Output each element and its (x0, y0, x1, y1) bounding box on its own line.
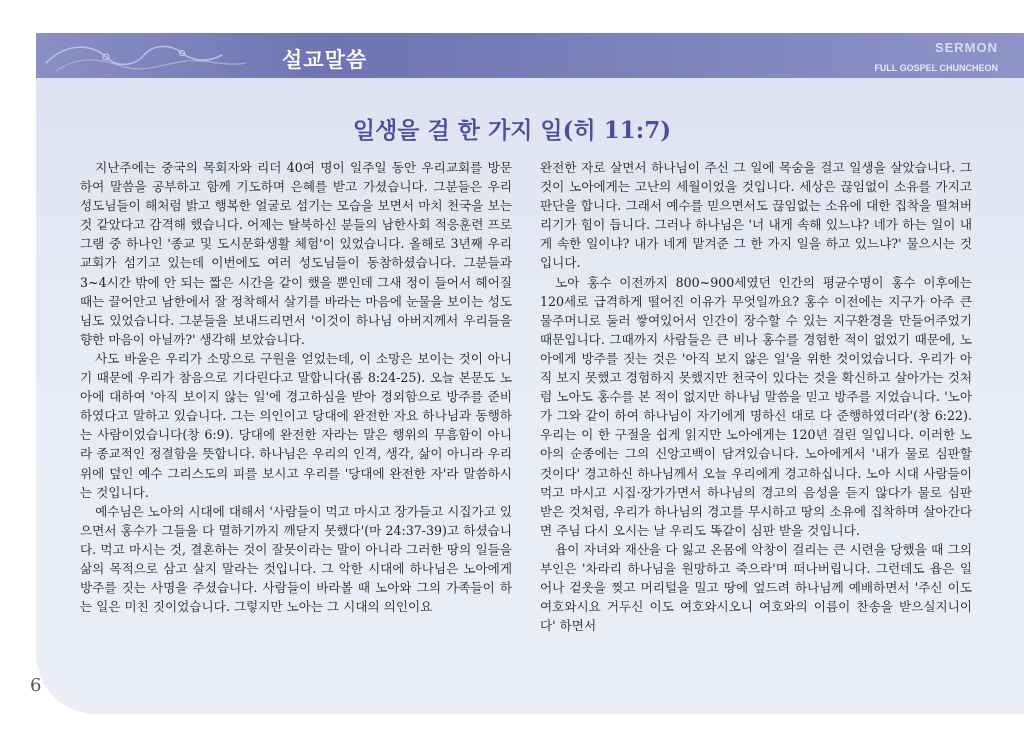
paragraph: 사도 바울은 우리가 소망으로 구원을 얻었는데, 이 소망은 보이는 것이 아니기 때문에 우리가 참음으로 기다린다고 말합니다(롬 8:24-25). 오늘 본문도 노아에 대하여 '아직 보이지 않는 일'에 경고하심을 받아 경외함으로 방주를 준비하였다고 말하고 있습니다. 그는 의인이고 당대에 완전한 자요 하나님과 동행하는 사람이었습니다(창 6:9). 당대에 완전한 자라는 말은 행위의 무흠함이 아니라 종교적인 정결함을 뜻합니다. 하나님은 우리의 인격, 생각, 삶이 아니라 우리 위에 덮인 예수 그리스도의 피를 보시고 우리를 '당대에 완전한 자'라 말씀하시는 것입니다. (80, 350, 512, 500)
paragraph: 노아 홍수 이전까지 800~900세였던 인간의 평균수명이 홍수 이후에는 120세로 급격하게 떨어진 이유가 무엇일까요? 홍수 이전에는 지구가 아주 큰 물주머니로 둘러 쌓여있어서 인간이 장수할 수 있는 지구환경을 만들어주었기 때문입니다. 그때까지 사람들은 큰 비나 홍수를 경험한 적이 없었기 때문에, 노아에게 방주를 짓는 것은 '아직 보지 않은 일'을 위한 것이었습니다. 우리가 아직 보지 못했고 경험하지 못했지만 천국이 있다는 것을 확신하고 살아가는 것처럼 노아도 홍수를 본 적이 없지만 하나님 말씀을 믿고 방주를 지었습니다. '노아가 그와 같이 하여 하나님이 자기에게 명하신 대로 다 준행하였더라'(창 6:22). 우리는 이 한 구절을 쉽게 읽지만 노아에게는 120년 걸린 일입니다. 이러한 노아의 순종에는 그의 신앙고백이 담겨있습니다. 노아에게서 '내가 물로 심판할 것이다' 경고하신 하나님께서 오늘 우리에게 경고하십니다. 노아 시대 사람들이 먹고 마시고 시집·장가가면서 하나님의 경고의 음성을 듣지 않다가 물로 심판 받은 것처럼, 우리가 하나님의 경고를 무시하고 땅의 소유에 집착하며 살아간다면 주님 다시 오시는 날 우리도 똑같이 심판 받을 것입니다. (540, 274, 972, 538)
paragraph: 완전한 자로 살면서 하나님이 주신 그 일에 목숨을 걸고 일생을 살았습니다. 그것이 노아에게는 고난의 세월이었을 것입니다. 세상은 끊임없이 소유를 가지고 판단을 합니다. 그래서 예수를 믿으면서도 끊임없는 소유에 대한 집착을 떨쳐버리기가 힘이 듭니다. 그러나 하나님은 '너 내게 속해 있느냐? 네가 하는 일이 내게 속한 일이냐? 내가 네게 맡겨준 그 한 가지 일을 하고 있느냐?' 물으시는 것입니다. (540, 160, 972, 271)
paragraph: 예수님은 노아의 시대에 대해서 '사람들이 먹고 마시고 장가들고 시집가고 있으면서 홍수가 그들을 다 멸하기까지 깨닫지 못했다'(마 24:37-39)고 하셨습니다. 먹고 마시는 것, 결혼하는 것이 잘못이라는 말이 아니라 그러한 땅의 일들을 삶의 목적으로 삼고 살지 말라는 것입니다. 그 악한 시대에 하나님은 노아에게 방주를 짓는 사명을 주셨습니다. 사람들이 바라볼 때 노아와 그의 가족들이 하는 일은 미친 짓이었습니다. 그렇지만 노아는 그 시대의 의인이요 (80, 503, 512, 615)
church-label: FULL GOSPEL CHUNCHEON (874, 63, 998, 73)
right-column (540, 158, 972, 635)
paragraph: 지난주에는 중국의 목회자와 리더 40여 명이 일주일 동안 우리교회를 방문하여 말씀을 공부하고 함께 기도하며 은혜를 받고 가셨습니다. 그분들은 우리 성도님들이 해처럼 밝고 행복한 얼굴로 섬기는 모습을 보면서 마치 천국을 보는 것 같았다고 감격해 했습니다. 어제는 탈북하신 분들의 남한사회 적응훈련 프로그램 중 하나인 '종교 및 도시문화생활 체험'이 있었습니다. 올해로 3년째 우리교회가 섬기고 있는데 이번에도 여러 성도님들이 동참하셨습니다. 그분들과 3~4시간 밖에 안 되는 짧은 시간을 같이 했을 뿐인데 그새 정이 들어서 헤어질 때는 끌어안고 남한에서 잘 정착해서 살기를 바라는 마음에 눈물을 보이는 성도님도 있었습니다. 그분들을 보내드리면서 '이것이 하나님 아버지께서 우리들을 향한 마음이 아닐까?' 생각해 보았습니다. (80, 160, 512, 347)
paragraph: 욥이 자녀와 재산을 다 잃고 온몸에 악창이 걸리는 큰 시련을 당했을 때 그의 부인은 '차라리 하나님을 원망하고 죽으라'며 떠나버립니다. 그런데도 욥은 일어나 겉옷을 찢고 머리털을 밀고 땅에 엎드려 하나님께 예배하면서 '주신 이도 여호와시요 거두신 이도 여호와시오니 여호와의 이름이 찬송을 받으실지니이다' 하면서 (540, 541, 972, 634)
sermon-label: SERMON (934, 40, 998, 55)
decorative-swirl-icon (36, 33, 266, 78)
article-title: 일생을 걸 한 가지 일(히 11:7) (352, 117, 672, 144)
left-column (80, 158, 512, 616)
section-title: 설교말씀 (282, 48, 368, 72)
page-number: 6 (30, 675, 42, 696)
